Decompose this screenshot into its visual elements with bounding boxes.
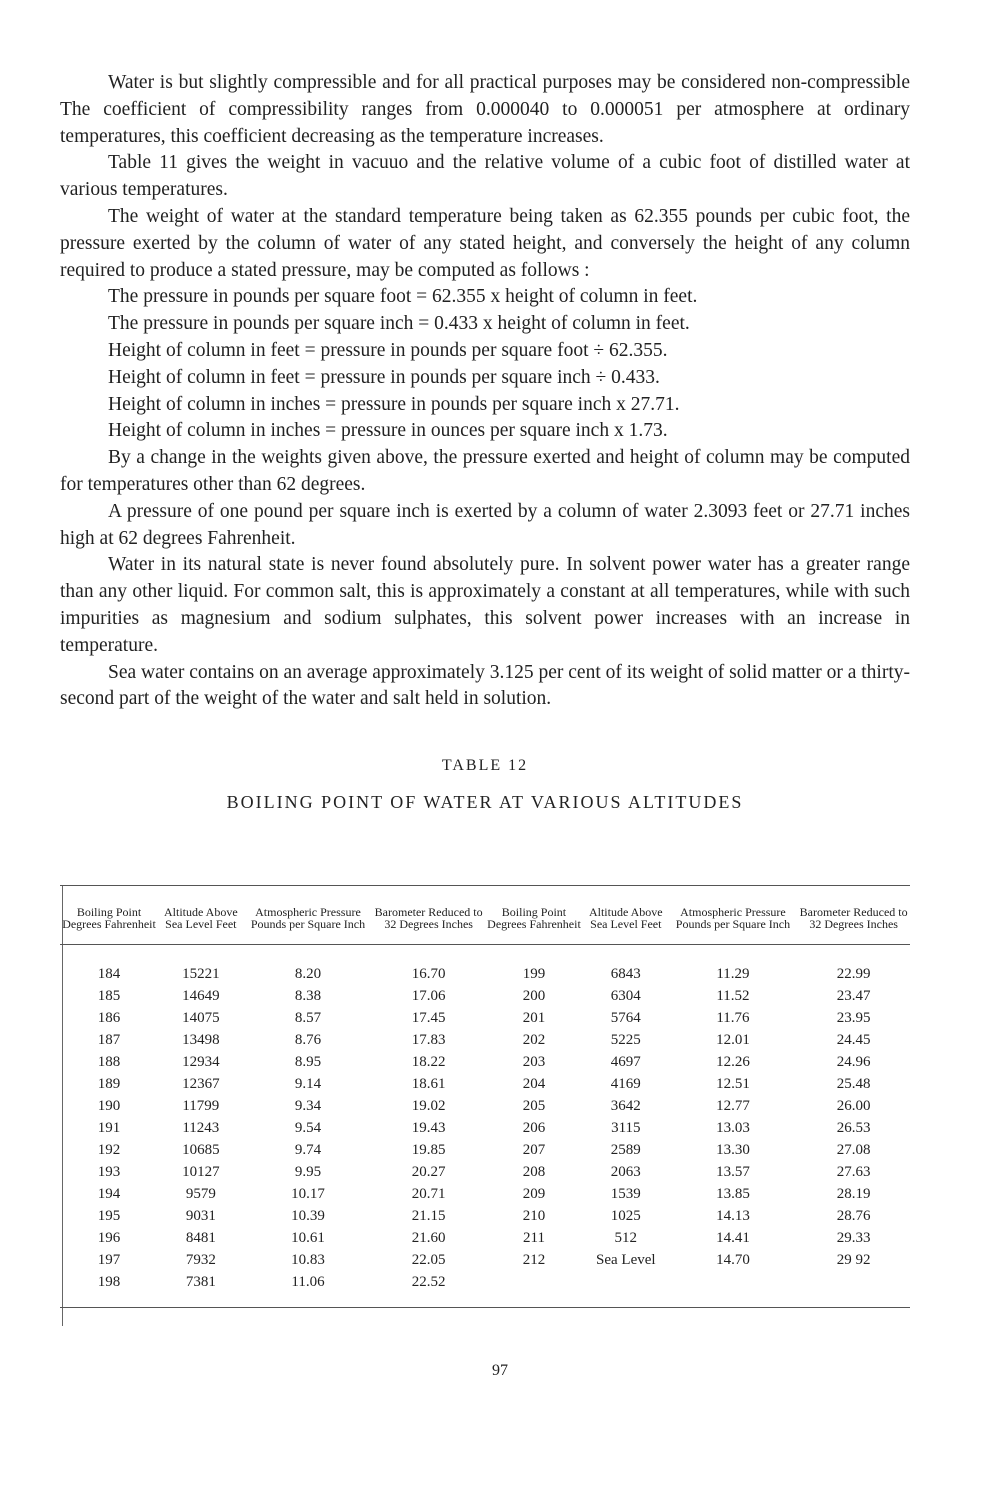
table-cell: 11243 [182, 1119, 220, 1136]
table-cell: 8.20 [294, 965, 322, 982]
table-cell: 14649 [182, 987, 220, 1004]
table-cell [583, 1271, 669, 1308]
table-cell: 9.14 [294, 1075, 322, 1092]
table-header-row [60, 886, 910, 945]
paragraph: By a change in the weights given above, the pressure exerted and height of column may be computed for temperatures other than 62 degrees. [60, 447, 910, 495]
table-row [60, 1007, 910, 1029]
table-cell: 8.38 [294, 987, 322, 1004]
paragraph: Water in its natural state is never found absolutely pure. In solvent power water has a greater range than any other liquid. For common salt, this is approximately a constant at all temperatures, while with such impurities as magnesium and sodium sulphates, this solvent power increases with an increase in temperature. [60, 554, 910, 656]
table-cell: 196 [97, 1229, 121, 1246]
table-cell: 10127 [182, 1163, 220, 1180]
table-cell: 210 [522, 1207, 546, 1224]
formula-line: Height of column in feet = pressure in pounds per square foot ÷ 62.355. [108, 339, 668, 361]
table-cell: 23.95 [836, 1009, 871, 1026]
table-cell: 10.39 [291, 1207, 325, 1224]
table-cell: 9579 [185, 1185, 216, 1202]
table-cell: 207 [522, 1141, 546, 1158]
table-bottom-rule [60, 1308, 910, 1309]
table-cell: 7381 [185, 1273, 216, 1290]
table-cell: 512 [614, 1229, 638, 1246]
table-cell: 17.45 [411, 1009, 446, 1026]
table-cell: 203 [522, 1053, 546, 1070]
table-cell: 6843 [610, 965, 641, 982]
table-cell [797, 1271, 910, 1308]
table-title: BOILING POINT OF WATER AT VARIOUS ALTITUDES [226, 792, 744, 813]
table-row [60, 1227, 910, 1249]
column-header: Altitude Above Sea Level Feet [163, 905, 238, 931]
table-cell: 13498 [182, 1031, 220, 1048]
column-header: Altitude Above Sea Level Feet [588, 905, 663, 931]
table-row [60, 945, 910, 986]
table-cell: 8.95 [294, 1053, 322, 1070]
column-header: Boiling Point Degrees Fahrenheit [62, 905, 156, 931]
table-row [60, 1029, 910, 1051]
column-header: Atmospheric Pressure Pounds per Square Inch [250, 905, 366, 931]
table-cell: 27.63 [836, 1163, 871, 1180]
table-row [60, 985, 910, 1007]
column-header: Barometer Reduced to 32 Degrees Inches [799, 905, 908, 931]
paragraph-group [60, 70, 910, 284]
table-cell: 11.52 [716, 987, 750, 1004]
table-cell: 11.29 [716, 965, 750, 982]
page-body [60, 70, 910, 813]
table-cell: 4169 [610, 1075, 641, 1092]
table-cell [669, 1271, 798, 1308]
table-cell: 9.54 [294, 1119, 322, 1136]
table-cell: 10.61 [291, 1229, 325, 1246]
page-number: 97 [492, 1362, 508, 1379]
table-cell: 4697 [610, 1053, 641, 1070]
table-cell: 18.22 [411, 1053, 446, 1070]
table-cell: 29 92 [836, 1251, 871, 1268]
table-cell: 14.70 [716, 1251, 750, 1268]
table-cell: 9.95 [294, 1163, 322, 1180]
table-cell: 11.76 [716, 1009, 750, 1026]
table-cell: 17.06 [411, 987, 446, 1004]
table-cell: 20.27 [411, 1163, 446, 1180]
table-cell: 15221 [182, 965, 220, 982]
table-cell: 11799 [182, 1097, 220, 1114]
formula-line: The pressure in pounds per square inch = 0.433 x height of column in feet. [108, 313, 690, 335]
table-cell: 3642 [610, 1097, 641, 1114]
table-row [60, 1249, 910, 1271]
table-cell: 11.06 [291, 1273, 325, 1290]
table-cell: 24.45 [836, 1031, 871, 1048]
table-cell: 189 [97, 1075, 121, 1092]
table-cell: 27.08 [836, 1141, 871, 1158]
table-cell: 2589 [610, 1141, 641, 1158]
table-cell: 14075 [182, 1009, 220, 1026]
table-cell: 184 [97, 965, 121, 982]
table-cell: 187 [97, 1031, 121, 1048]
formula-line: Height of column in inches = pressure in pounds per square inch x 27.71. [108, 393, 680, 415]
table-cell: 209 [522, 1185, 546, 1202]
table-body [60, 945, 910, 1308]
table-row [60, 1271, 910, 1308]
formula-line: Height of column in feet = pressure in pounds per square inch ÷ 0.433. [108, 366, 660, 388]
table-cell: 8481 [185, 1229, 216, 1246]
table-cell: 1025 [610, 1207, 641, 1224]
formula-group [60, 284, 910, 445]
table-cell: 191 [97, 1119, 121, 1136]
boiling-point-table [60, 885, 910, 1308]
table-cell: 17.83 [411, 1031, 446, 1048]
table-cell: 211 [523, 1229, 545, 1246]
table-cell: 188 [97, 1053, 121, 1070]
table-cell: 205 [522, 1097, 546, 1114]
table-cell: 200 [522, 987, 546, 1004]
table-cell: 5764 [610, 1009, 641, 1026]
table-cell: 12934 [182, 1053, 220, 1070]
paragraph: Table 11 gives the weight in vacuuo and the relative volume of a cubic foot of distilled water at various temperatures. [60, 152, 910, 201]
table-cell: 14.13 [716, 1207, 750, 1224]
table-cell: 197 [97, 1251, 121, 1268]
table-cell: 198 [97, 1273, 121, 1290]
table-cell: 19.85 [411, 1141, 446, 1158]
table-cell: 7932 [185, 1251, 216, 1268]
table-cell: 25.48 [836, 1075, 871, 1092]
table-cell: 3115 [611, 1119, 641, 1136]
table-cell: 12.51 [716, 1075, 750, 1092]
table-cell: 2063 [610, 1163, 641, 1180]
column-header: Boiling Point Degrees Fahrenheit [487, 905, 581, 931]
table-row [60, 1205, 910, 1227]
table-cell: 6304 [610, 987, 641, 1004]
table-cell: 201 [522, 1009, 546, 1026]
table-cell: 19.43 [411, 1119, 446, 1136]
table-cell: 185 [97, 987, 121, 1004]
table-row [60, 1139, 910, 1161]
table-cell: 21.60 [411, 1229, 446, 1246]
table-cell: 208 [522, 1163, 546, 1180]
table-row [60, 1117, 910, 1139]
table-cell: 195 [97, 1207, 121, 1224]
table-cell: 13.30 [716, 1141, 750, 1158]
paragraph: Sea water contains on an average approximately 3.125 per cent of its weight of solid matter or a thirty-second part of the weight of the water and salt held in solution. [60, 661, 910, 710]
table-cell: 10685 [182, 1141, 220, 1158]
table-cell: 26.00 [836, 1097, 871, 1114]
table-cell: 20.71 [411, 1185, 446, 1202]
column-header: Atmospheric Pressure Pounds per Square Inch [675, 905, 791, 931]
table-cell: 19.02 [411, 1097, 446, 1114]
table-cell: 22.99 [836, 965, 871, 982]
table-cell: 193 [97, 1163, 121, 1180]
table-cell: 22.52 [411, 1273, 446, 1290]
table-cell: 14.41 [716, 1229, 750, 1246]
formula-line: The pressure in pounds per square foot = 62.355 x height of column in feet. [108, 286, 698, 308]
paragraph: The weight of water at the standard temperature being taken as 62.355 pounds per cubic foot, the pressure exerted by the column of water of any stated height, and conversely the height of any column required to produce a stated pressure, may be computed as follows : [60, 205, 910, 281]
table-cell: 199 [522, 965, 546, 982]
table-cell: 192 [97, 1141, 121, 1158]
table-cell: 8.57 [294, 1009, 322, 1026]
table-row [60, 1095, 910, 1117]
table-label: TABLE 12 [441, 757, 529, 775]
table-cell: 23.47 [836, 987, 871, 1004]
formula-line: Height of column in inches = pressure in ounces per square inch x 1.73. [108, 420, 668, 442]
table-cell: 8.76 [294, 1031, 322, 1048]
table-cell: 12.01 [716, 1031, 750, 1048]
table-cell: 10.17 [291, 1185, 325, 1202]
table-cell: 186 [97, 1009, 121, 1026]
table-cell: 190 [97, 1097, 121, 1114]
table-cell: 9.74 [294, 1141, 322, 1158]
table-cell: 12.26 [716, 1053, 750, 1070]
table-cell: 194 [97, 1185, 121, 1202]
table-row [60, 1073, 910, 1095]
table-row [60, 1051, 910, 1073]
table-cell: 9.34 [294, 1097, 322, 1114]
table-cell: 13.57 [716, 1163, 750, 1180]
table-cell: 24.96 [836, 1053, 871, 1070]
table-cell: 22.05 [411, 1251, 446, 1268]
paragraph: A pressure of one pound per square inch is exerted by a column of water 2.3093 feet or 27.71 inches high at 62 degrees Fahrenheit. [60, 500, 910, 549]
table-cell: 206 [522, 1119, 546, 1136]
table-row [60, 1161, 910, 1183]
table-cell: 212 [522, 1251, 546, 1268]
table-cell: 13.03 [716, 1119, 750, 1136]
table-cell: 18.61 [411, 1075, 446, 1092]
table-cell: 1539 [610, 1185, 641, 1202]
table-row [60, 1183, 910, 1205]
table-cell: 21.15 [411, 1207, 446, 1224]
table-cell [485, 1271, 583, 1308]
table-cell: 28.19 [836, 1185, 871, 1202]
table-cell: 26.53 [836, 1119, 871, 1136]
table-cell: Sea Level [596, 1251, 656, 1268]
column-header: Barometer Reduced to 32 Degrees Inches [374, 905, 483, 931]
table-cell: 13.85 [716, 1185, 750, 1202]
table-cell: 12.77 [716, 1097, 750, 1114]
table-cell: 28.76 [836, 1207, 871, 1224]
table-cell: 204 [522, 1075, 546, 1092]
paragraph-group-2 [60, 445, 910, 713]
table-cell: 202 [522, 1031, 546, 1048]
table-cell: 9031 [185, 1207, 216, 1224]
paragraph: Water is but slightly compressible and for all practical purposes may be considered non-compressible The coefficient of compressibility ranges from 0.000040 to 0.000051 per atmosphere at ordinary temperatures, this coefficient decreasing as the temperature increases. [60, 72, 910, 147]
table-cell: 12367 [182, 1075, 220, 1092]
table-cell: 16.70 [411, 965, 446, 982]
table-cell: 10.83 [291, 1251, 325, 1268]
table-cell: 29.33 [836, 1229, 871, 1246]
table-cell: 5225 [610, 1031, 641, 1048]
